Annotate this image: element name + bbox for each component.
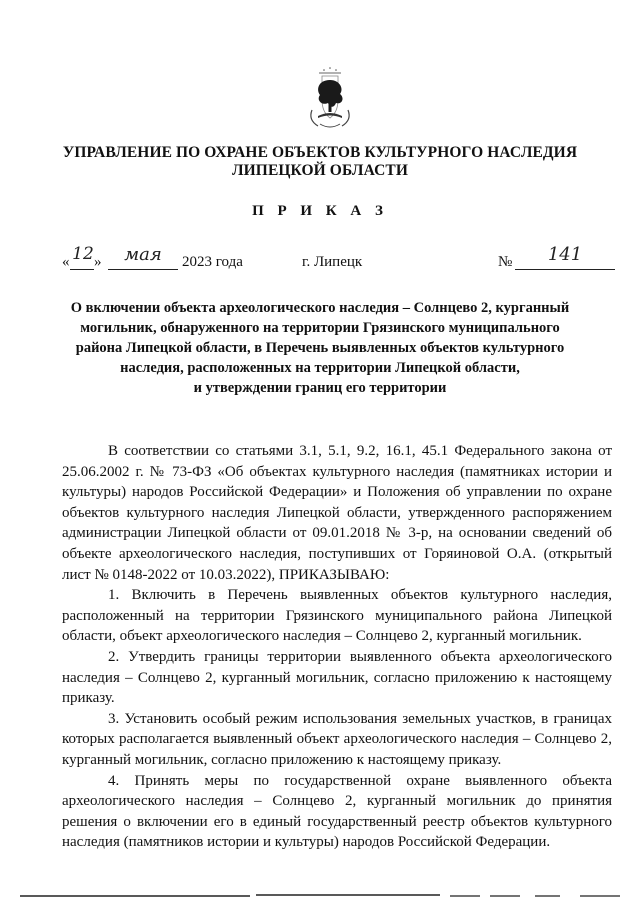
agency-line-1: УПРАВЛЕНИЕ ПО ОХРАНЕ ОБЪЕКТОВ КУЛЬТУРНОГО НАСЛЕДИЯ [62, 144, 578, 161]
lipetsk-emblem-icon [300, 60, 360, 132]
order-body [62, 441, 612, 853]
date-day-handwritten: 12 [72, 244, 94, 264]
preamble-paragraph: В соответствии со статьями 3.1, 5.1, 9.2, 16.1, 45.1 Федерального закона от 25.06.2002 г. № 73-ФЗ «Об объектах культурного наследия (памятниках истории и культуры) народов Российской Федерации» и Положения об управлении по охране объектов культурного наследия Липецкой области, утвержденного распоряжением администрации Липецкой области от 09.01.2018 № 3-р, на основании сведений об объекте археологического наследия, поступивших от Горяиновой О.А. (открытый лист № 0148-2022 от 10.03.2022), ПРИКАЗЫВАЮ: [62, 443, 612, 583]
date-year: 2023 года [182, 254, 243, 270]
dateline [0, 244, 640, 274]
order-item: 4. Принять меры по государственной охране выявленного объекта археологического наследия – Солнцево 2, курганный могильник до принятия решения о включении его в единый государственный реестр объектов культурного наследия (памятников истории и культуры) народов Российской Федерации. [62, 772, 612, 851]
order-item: 1. Включить в Перечень выявленных объектов культурного наследия, расположенный на территории Грязинского муниципального района Липецкой области, объект археологического наследия – Солнцево 2, курганный могильник. [62, 587, 612, 645]
subject-line: наследия, расположенных на территории Липецкой области, [120, 360, 520, 376]
city: г. Липецк [302, 254, 363, 270]
scan-edge-lines [20, 893, 620, 899]
order-item: 2. Утвердить границы территории выявленного объекта археологического наследия – Солнцево 2, курганный могильник, согласно приложению к настоящему приказу. [62, 648, 612, 707]
number-sign: № [498, 254, 513, 270]
document-type: П Р И К А З [252, 203, 388, 219]
date-month-handwritten: мая [124, 244, 162, 265]
number-underline [515, 269, 615, 270]
date-quote-open: « [62, 254, 70, 270]
agency-line-2: ЛИПЕЦКОЙ ОБЛАСТИ [232, 162, 408, 179]
order-subject [56, 298, 584, 398]
subject-line: О включении объекта археологического наследия – Солнцево 2, курганный [70, 300, 570, 316]
day-underline [70, 269, 94, 270]
order-item: 3. Установить особый режим использования земельных участков, в границах которых располагается выявленный объект археологического наследия – Солнцево 2, курганный могильник, согласно приложению к настоящему приказу. [62, 710, 612, 768]
agency-name [40, 144, 600, 180]
month-underline [108, 269, 178, 270]
date-quote-close: » [94, 254, 102, 270]
order-number-handwritten: 141 [547, 244, 583, 265]
subject-line: района Липецкой области, в Перечень выявленных объектов культурного [75, 340, 565, 356]
subject-line: и утверждении границ его территории [193, 380, 447, 396]
subject-line: могильник, обнаруженного на территории Грязинского муниципального [80, 320, 560, 336]
